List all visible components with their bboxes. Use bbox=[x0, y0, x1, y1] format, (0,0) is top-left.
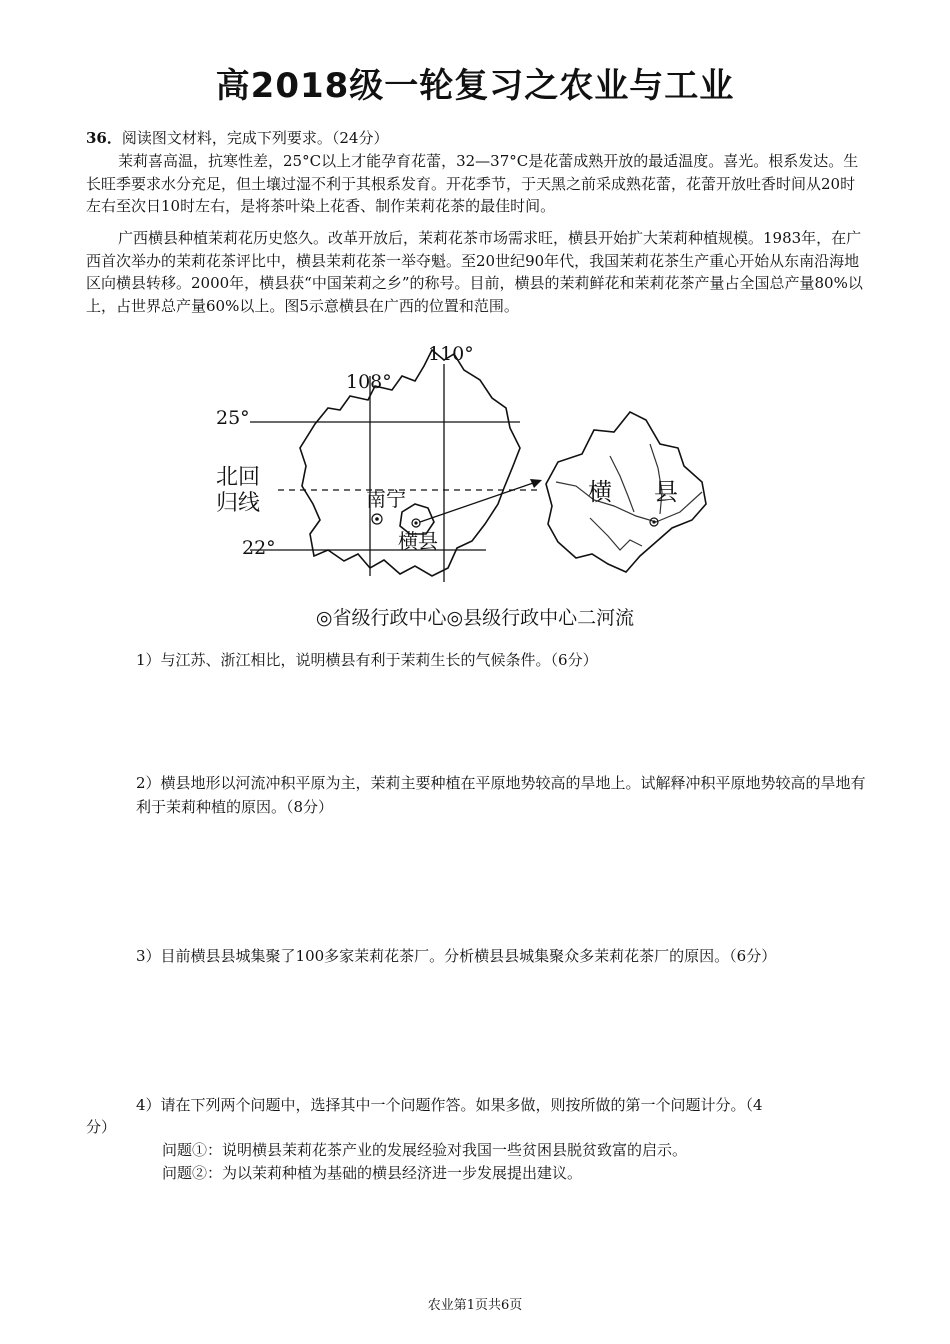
label-hengxian: 横县 bbox=[398, 529, 438, 553]
subquestion-3: 3）目前横县县城集聚了100多家茉莉花茶厂。分析横县县城集聚众多茉莉花茶厂的原因。（6分） bbox=[136, 947, 777, 965]
page-title: 高2018级一轮复习之农业与工业 bbox=[215, 66, 735, 106]
material-paragraph-2: 广西横县种植茉莉花历史悠久。改革开放后，茉莉花茶市场需求旺，横县开始扩大茉莉种植规模。1983年，在广西首次举办的茉莉花茶评比中，横县茉莉花茶一举夺魁。至20世纪90年代，我国茉莉花茶生产重心开始从东南沿海地区向横县转移。2000年，横县获“中国茉莉之乡”的称号。目前，横县的茉莉鲜花和茉莉花茶产量占全国总产量80%以上，占世界总产量60%以上。图5示意横县在广西的位置和范围。 bbox=[86, 229, 863, 315]
question-instruction: 阅读图文材料，完成下列要求。（24分） bbox=[121, 129, 389, 147]
question-number: 36． bbox=[86, 129, 122, 147]
subquestion-4: 4）请在下列两个问题中，选择其中一个问题作答。如果多做，则按所做的第一个问题计分。（4 bbox=[136, 1096, 763, 1114]
material-paragraph-1: 茉莉喜高温，抗寒性差，25°C以上才能孕育花蕾，32—37°C是花蕾成熟开放的最适温度。喜光。根系发达。生长旺季要求水分充足，但土壤过湿不利于其根系发育。开花季节，于天黑之前采成熟花蕾，花蕾开放吐香时间从20时左右至次日10时左右，是将茶叶染上花香、制作茉莉花茶的最佳时间。 bbox=[86, 152, 859, 215]
label-25: 25° bbox=[216, 407, 250, 429]
subquestion-4-tail: 分） bbox=[86, 1118, 117, 1136]
inset-label-xian: 县 bbox=[654, 478, 678, 506]
page-footer: 农业第1页共6页 bbox=[427, 1298, 523, 1313]
guangxi-location-map bbox=[210, 336, 730, 596]
subquestion-2: 2）横县地形以河流冲积平原为主，茉莉主要种植在平原地势较高的旱地上。试解释冲积平原地势较高的旱地有利于茉莉种植的原因。（8分） bbox=[136, 774, 866, 816]
label-108: 108° bbox=[346, 371, 392, 393]
subquestion-4-option-2: 问题②：为以茉莉种植为基础的横县经济进一步发展提出建议。 bbox=[162, 1164, 583, 1182]
subquestion-4-option-1: 问题①：说明横县茉莉花茶产业的发展经验对我国一些贫困县脱贫致富的启示。 bbox=[162, 1141, 688, 1159]
question-header bbox=[86, 127, 866, 150]
label-nanning: 南宁 bbox=[366, 487, 406, 511]
inset-label-heng: 横 bbox=[588, 478, 612, 506]
inset-arrow bbox=[420, 482, 536, 522]
label-110: 110° bbox=[428, 343, 474, 365]
label-tropic-1: 北回 bbox=[216, 465, 261, 490]
label-tropic-2: 归线 bbox=[216, 491, 261, 516]
map-legend: ◎省级行政中心◎县级行政中心二河流 bbox=[315, 607, 635, 629]
label-22: 22° bbox=[242, 537, 276, 559]
subquestion-1: 1）与江苏、浙江相比，说明横县有利于茉莉生长的气候条件。（6分） bbox=[136, 651, 598, 669]
